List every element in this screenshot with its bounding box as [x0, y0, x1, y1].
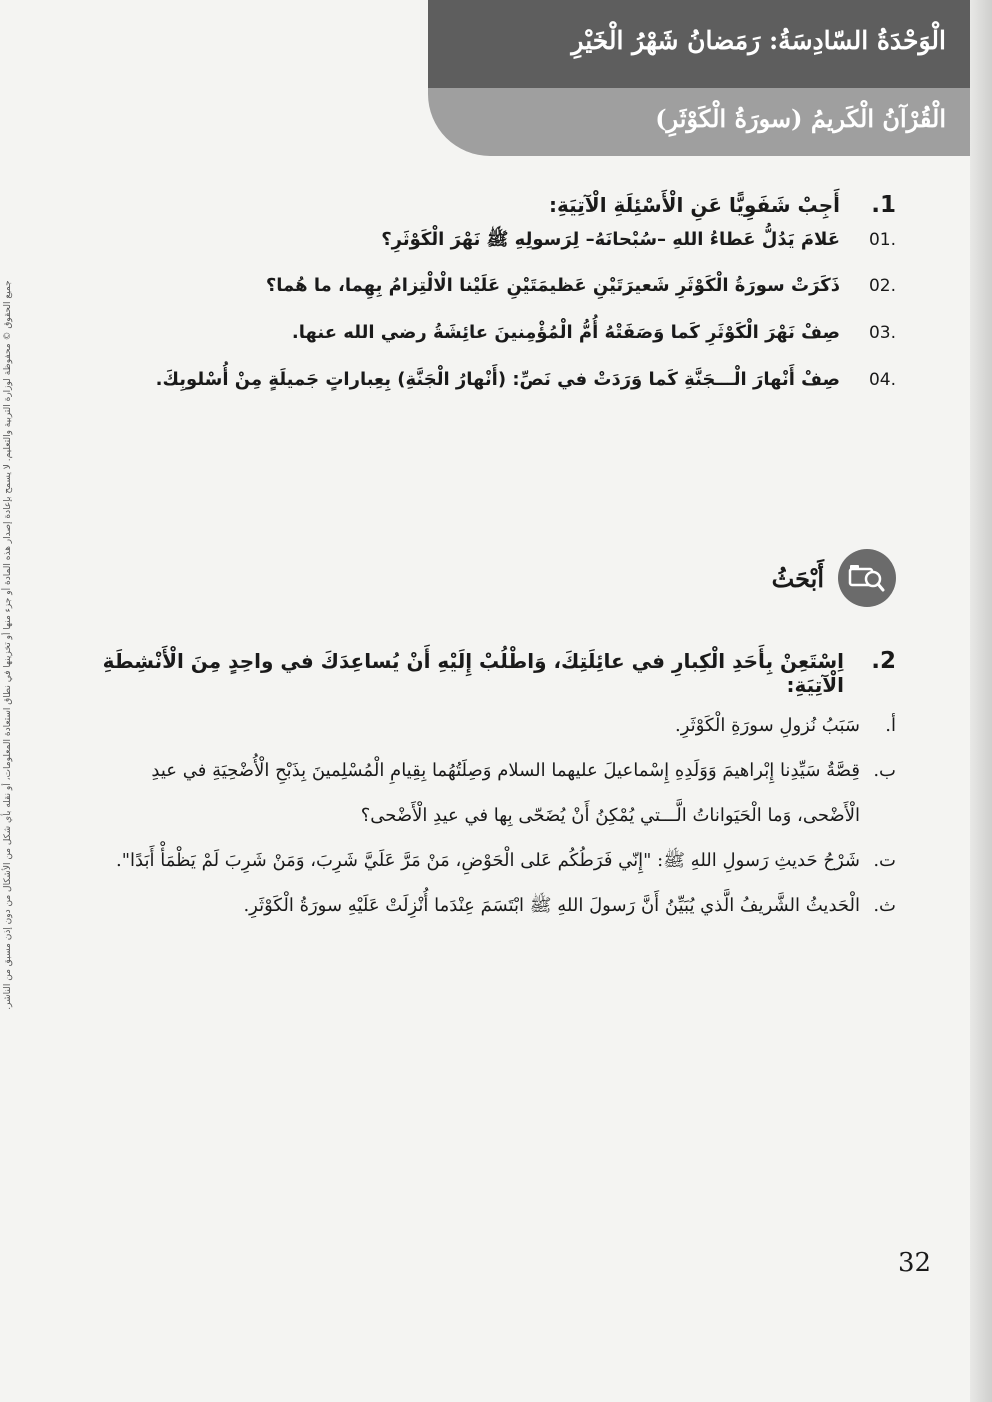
question-1-prompt: أَجِبْ شَفَوِيًّا عَنِ الْأَسْئِلَةِ الْآتِيَةِ: [549, 193, 840, 217]
question-2-list [96, 703, 896, 928]
activity-text: سَبَبُ نُزولِ سورَةِ الْكَوْثَرِ. [675, 715, 860, 736]
copyright-note: جميع الحقوق © محفوظة لوزارة التربية والتعليم. لا يسمح بإعادة إصدار هذه المادة أو جزء منها أو تخزينها في نطاق استعادة المعلومات، أو نقله بأي شكل من الأشكال من دون إذن مسبق من الناشر. [3, 280, 13, 1010]
question-1-item [96, 322, 896, 369]
activity-letter: ت. [873, 850, 896, 871]
lesson-header-band [428, 88, 970, 156]
search-section-title: أَبْحَثُ [771, 563, 824, 593]
item-number: .03 [868, 323, 896, 343]
page-number: 32 [898, 1248, 932, 1278]
question-1 [96, 192, 896, 416]
search-section-header [772, 548, 896, 608]
lesson-title: الْقُرْآنُ الْكَريمُ (سورَةُ الْكَوْثَرِ) [655, 104, 946, 133]
question-1-list [96, 228, 896, 416]
item-text: عَلامَ يَدُلُّ عَطاءُ اللهِ –سُبْحانَهُ– لِرَسولِهِ ﷺ نَهْرَ الْكَوْثَرِ؟ [381, 229, 840, 250]
search-folder-icon [838, 549, 896, 607]
item-number: .01 [868, 230, 896, 250]
activity-item [96, 703, 896, 748]
question-1-item [96, 369, 896, 416]
question-1-item [96, 275, 896, 322]
activity-letter: ث. [873, 895, 896, 916]
unit-title: الْوَحْدَةُ السّادِسَةُ: رَمَضانُ شَهْرُ الْخَيْرِ [571, 26, 946, 55]
question-2-number: 2. [871, 648, 896, 674]
activity-item [96, 748, 896, 838]
question-1-header [96, 192, 896, 218]
item-text: ذَكَرَتْ سورَةُ الْكَوْثَرِ شَعيرَتَيْنِ عَظيمَتَيْنِ عَلَيْنا الْالْتِزامُ بِهِما، ما هُما؟ [265, 275, 840, 296]
activity-text: قِصَّةُ سَيِّدِنا إِبْراهيمَ وَوَلَدِهِ إِسْماعيلَ عليهما السلام وَصِلَتُهُما بِقِيامِ الْمُسْلِمينَ بِذَبْحِ الْأُضْحِيَةِ في عيدِ الْأَضْحى، وَما الْحَيَواناتُ الَّـــتي يُمْكِنُ أَنْ يُضَحّى بِها في عيدِ الْأَضْحى؟ [151, 760, 860, 826]
activity-text: شَرْحُ حَديثِ رَسولِ اللهِ ﷺ: "إِنّي فَرَطُكُم عَلى الْحَوْضِ، مَنْ مَرَّ عَلَيَّ شَرِبَ، وَمَنْ شَرِبَ لَمْ يَظْمَأْ أَبَدًا". [116, 850, 860, 871]
item-number: .02 [868, 276, 896, 296]
page-edge-shadow [970, 0, 992, 1402]
item-number: .04 [868, 370, 896, 390]
activity-letter: أ. [885, 715, 896, 736]
activity-item [96, 883, 896, 928]
item-text: صِفْ أَنْهارَ الْـــجَنَّةِ كَما وَرَدَتْ في نَصِّ: (أَنْهارُ الْجَنَّةِ) بِعِباراتٍ جَميلَةٍ مِنْ أُسْلوبِكَ. [155, 369, 840, 390]
activity-letter: ب. [873, 760, 896, 781]
unit-header-band [428, 0, 970, 88]
question-1-item [96, 228, 896, 275]
item-text: صِفْ نَهْرَ الْكَوْثَرِ كَما وَصَفَتْهُ أُمُّ الْمُؤْمِنينَ عائِشَةُ رضي الله عنها. [291, 322, 840, 343]
question-2-prompt: اِسْتَعِنْ بِأَحَدِ الْكِبارِ في عائِلَتِكَ، وَاطْلُبْ إِلَيْهِ أَنْ يُساعِدَكَ في واحِدٍ مِنَ الْأَنْشِطَةِ الْآتِيَةِ: [102, 649, 845, 697]
question-2-header [96, 648, 896, 697]
activity-text: الْحَديثُ الشَّريفُ الَّذي يُبَيِّنُ أَنَّ رَسولَ اللهِ ﷺ ابْتَسَمَ عِنْدَما أُنْزِلَتْ عَلَيْهِ سورَةُ الْكَوْثَرِ. [243, 895, 860, 916]
activity-item [96, 838, 896, 883]
question-2 [96, 648, 896, 928]
question-1-number: 1. [871, 192, 896, 218]
